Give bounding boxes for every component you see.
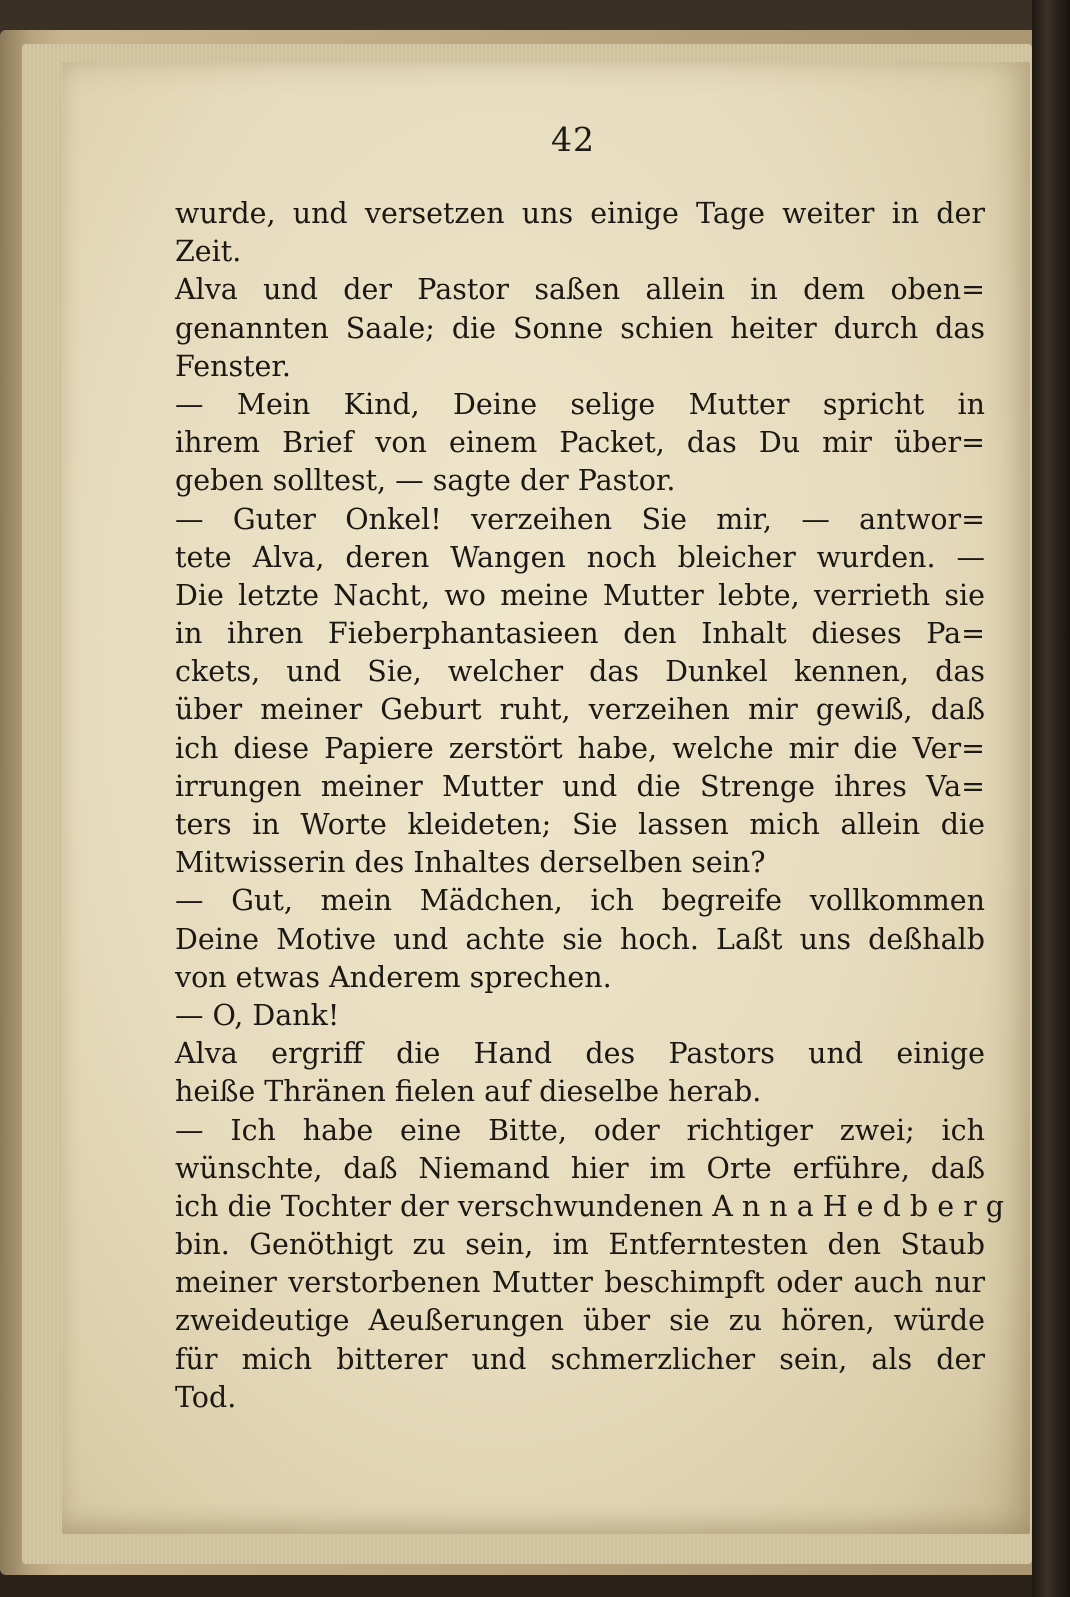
text-line: bin. Genöthigt zu sein, im Entferntesten den Staub xyxy=(175,1228,985,1262)
page-number: 42 xyxy=(551,120,595,159)
text-line: Die letzte Nacht, wo meine Mutter lebte, verrieth sie xyxy=(175,578,985,612)
text-line: — O, Dank! xyxy=(175,998,340,1032)
text-line: wünschte, daß Niemand hier im Orte erführe, daß xyxy=(175,1151,985,1185)
text-line: für mich bitterer und schmerzlicher sein, als der xyxy=(175,1342,985,1376)
text-line: über meiner Geburt ruht, verzeihen mir gewiß, daß xyxy=(175,693,985,727)
text-line: irrungen meiner Mutter und die Strenge ihres Va= xyxy=(175,769,985,803)
text-line: ich diese Papiere zerstört habe, welche mir die Ver= xyxy=(175,731,985,765)
text-line: Alva ergriff die Hand des Pastors und einige xyxy=(175,1037,985,1071)
text-line: in ihren Fieberphantasieen den Inhalt dieses Pa= xyxy=(175,617,985,651)
book-spine xyxy=(1032,0,1070,1597)
text-line: ckets, und Sie, welcher das Dunkel kennen, das xyxy=(175,655,985,689)
text-line: — Guter Onkel! verzeihen Sie mir, — antwor= xyxy=(175,502,985,536)
text-line: zweideutige Aeußerungen über sie zu hören, würde xyxy=(175,1304,985,1338)
text-line: geben solltest, — sagte der Pastor. xyxy=(175,464,676,498)
text-line: Deine Motive und achte sie hoch. Laßt uns deßhalb xyxy=(175,922,985,956)
text-line: — Mein Kind, Deine selige Mutter spricht in xyxy=(175,387,985,421)
text-line: von etwas Anderem sprechen. xyxy=(175,960,612,994)
text-line: meiner verstorbenen Mutter beschimpft oder auch nur xyxy=(175,1266,985,1300)
text-line: Mitwisserin des Inhaltes derselben sein? xyxy=(175,846,766,880)
text-line: heiße Thränen fielen auf dieselbe herab. xyxy=(175,1075,762,1109)
text-line: Tod. xyxy=(175,1380,237,1414)
text-line: ihrem Brief von einem Packet, das Du mir über= xyxy=(175,426,985,460)
text-line: wurde, und versetzen uns einige Tage weiter in der xyxy=(175,197,985,230)
page-text xyxy=(175,195,1005,1417)
text-line: Fenster. xyxy=(175,349,291,383)
text-line: ters in Worte kleideten; Sie lassen mich allein die xyxy=(175,808,985,841)
text-line: — Ich habe eine Bitte, oder richtiger zwei; ich xyxy=(175,1113,985,1147)
text-line: — Gut, mein Mädchen, ich begreife vollkommen xyxy=(175,884,985,918)
text-line: ich die Tochter der verschwundenen A n n a H e d b e r g xyxy=(175,1189,1005,1223)
text-line: Alva und der Pastor saßen allein in dem oben= xyxy=(175,273,985,307)
text-line: genannten Saale; die Sonne schien heiter durch das xyxy=(175,311,985,345)
text-line: tete Alva, deren Wangen noch bleicher wurden. — xyxy=(175,540,985,574)
text-line: Zeit. xyxy=(175,235,242,269)
